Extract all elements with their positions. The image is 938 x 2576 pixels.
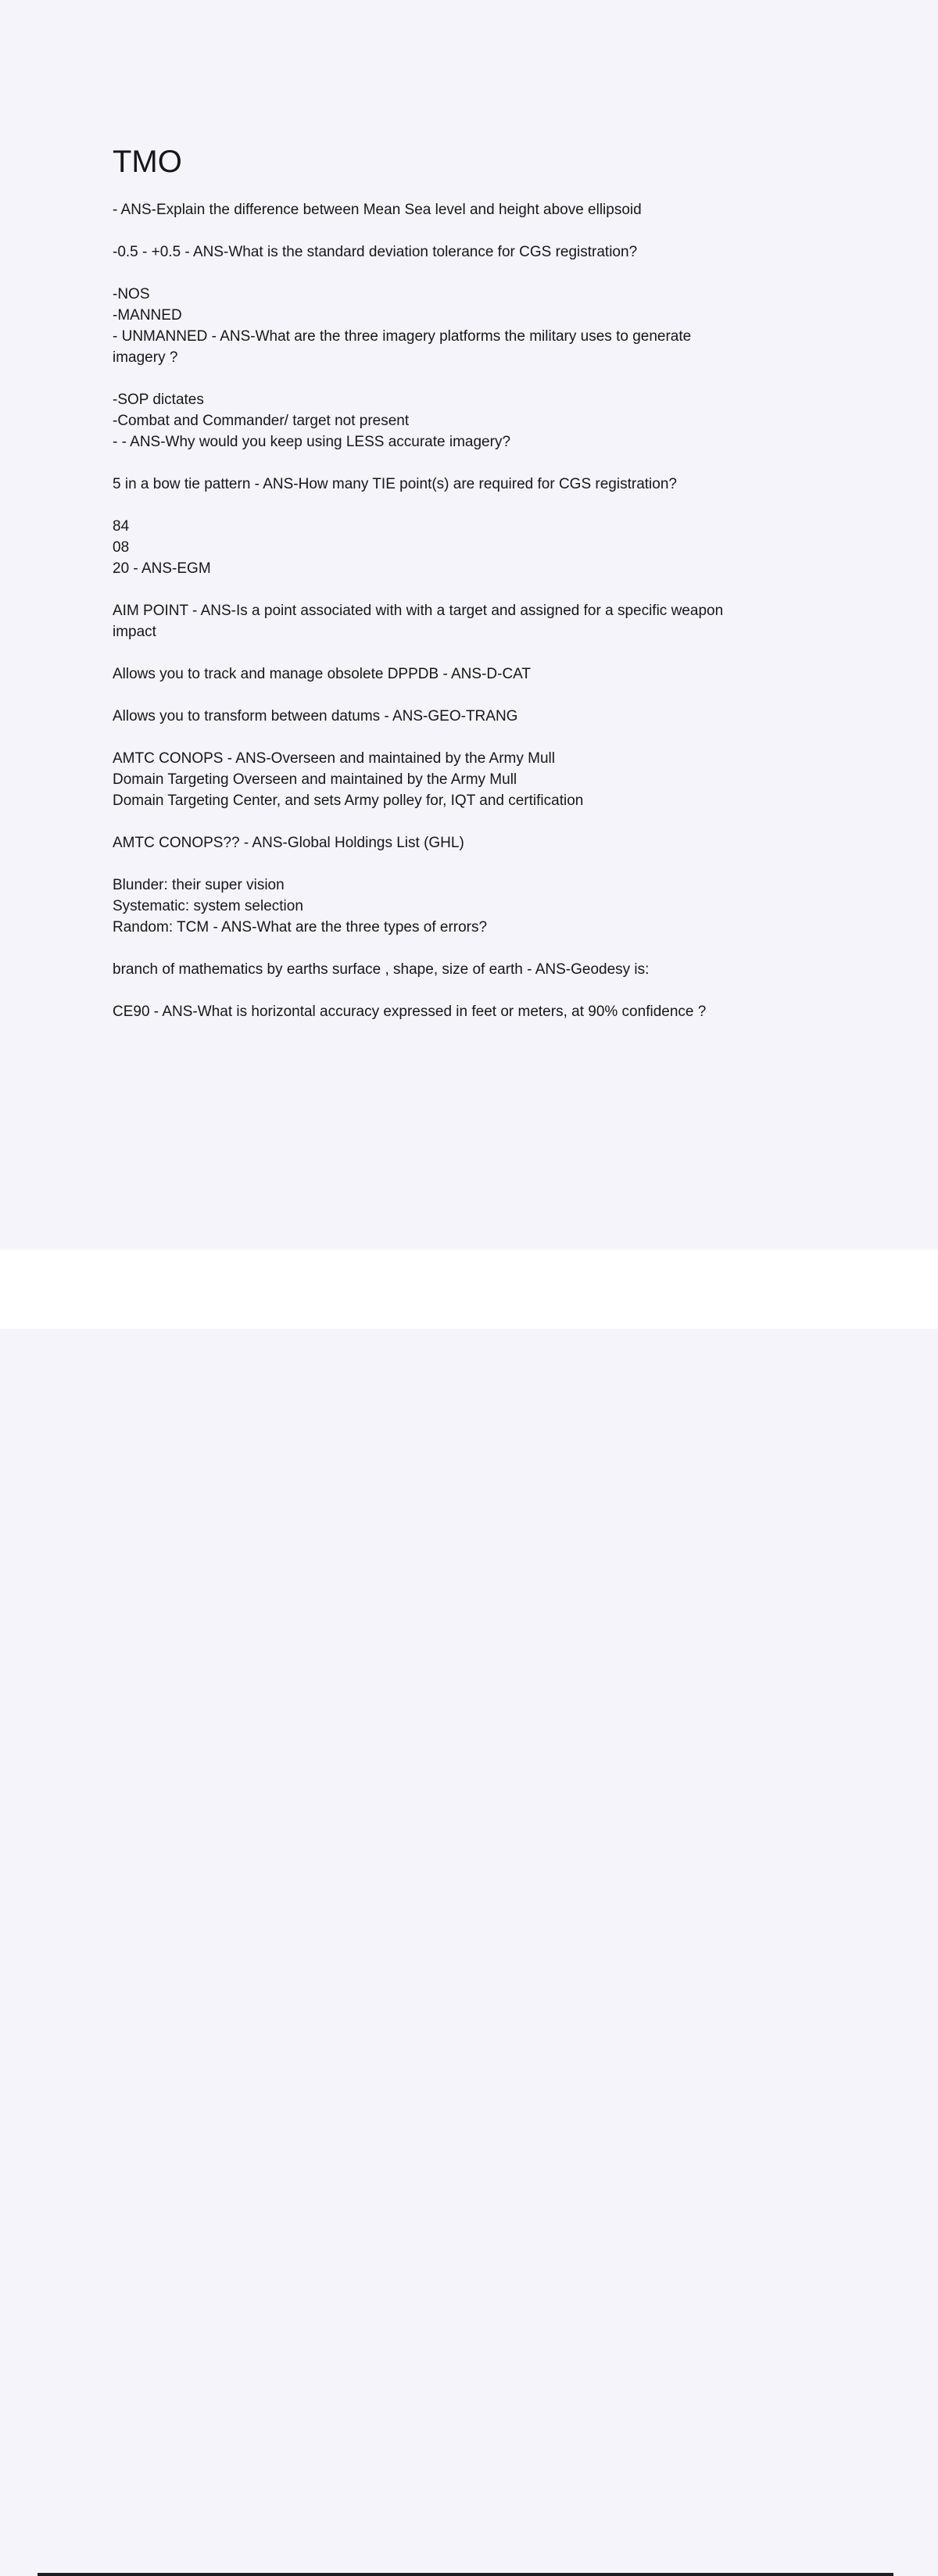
paragraph	[113, 389, 825, 453]
text-line: - ANS-Explain the difference between Mean Sea level and height above ellipsoid	[113, 202, 642, 218]
text-line: -SOP dictates	[113, 392, 204, 408]
text-line: -MANNED	[113, 307, 182, 324]
paragraph	[113, 832, 825, 853]
text-line: impact	[113, 624, 156, 640]
paragraph	[113, 199, 825, 220]
paragraph	[113, 516, 825, 579]
next-page-rule	[38, 2573, 893, 2576]
text-line: Allows you to track and manage obsolete DPPDB - ANS-D-CAT	[113, 666, 532, 682]
text-line: -NOS	[113, 286, 150, 302]
page-title: TMO	[113, 145, 182, 179]
paragraph	[113, 664, 825, 685]
paragraph	[113, 600, 825, 642]
text-line: - - ANS-Why would you keep using LESS accurate imagery?	[113, 434, 511, 450]
text-line: Domain Targeting Overseen and maintained by the Army Mull	[113, 771, 517, 788]
paragraph	[113, 242, 825, 263]
paragraph	[113, 706, 825, 727]
text-line: 08	[113, 539, 130, 556]
text-line: branch of mathematics by earths surface , shape, size of earth - ANS-Geodesy is:	[113, 961, 650, 978]
text-line: 20 - ANS-EGM	[113, 560, 211, 577]
text-line: AMTC CONOPS?? - ANS-Global Holdings List (GHL)	[113, 835, 464, 851]
paragraph	[113, 748, 825, 811]
text-line: AIM POINT - ANS-Is a point associated with with a target and assigned for a specific weapon	[113, 603, 724, 619]
text-line: Systematic: system selection	[113, 898, 303, 914]
document-body	[113, 199, 825, 1022]
text-line: -Combat and Commander/ target not present	[113, 413, 410, 429]
paragraph	[113, 875, 825, 938]
text-line: CE90 - ANS-What is horizontal accuracy expressed in feet or meters, at 90% confidence ?	[113, 1004, 707, 1020]
text-line: 84	[113, 518, 130, 535]
text-line: imagery ?	[113, 349, 178, 366]
text-line: - UNMANNED - ANS-What are the three imagery platforms the military uses to generate	[113, 328, 692, 345]
paragraph	[113, 1001, 825, 1022]
paragraph	[113, 474, 825, 495]
paragraph	[113, 959, 825, 980]
text-line: 5 in a bow tie pattern - ANS-How many TIE point(s) are required for CGS registration?	[113, 476, 677, 492]
text-line: AMTC CONOPS - ANS-Overseen and maintained by the Army Mull	[113, 750, 555, 767]
text-line: Domain Targeting Center, and sets Army polley for, IQT and certification	[113, 792, 584, 809]
text-line: Random: TCM - ANS-What are the three types of errors?	[113, 919, 488, 936]
text-line: Blunder: their super vision	[113, 877, 285, 893]
paragraph	[113, 284, 825, 368]
text-line: Allows you to transform between datums - ANS-GEO-TRANG	[113, 708, 518, 724]
next-page-top	[0, 1250, 938, 1329]
document-page	[0, 0, 938, 1250]
text-line: -0.5 - +0.5 - ANS-What is the standard deviation tolerance for CGS registration?	[113, 244, 638, 260]
